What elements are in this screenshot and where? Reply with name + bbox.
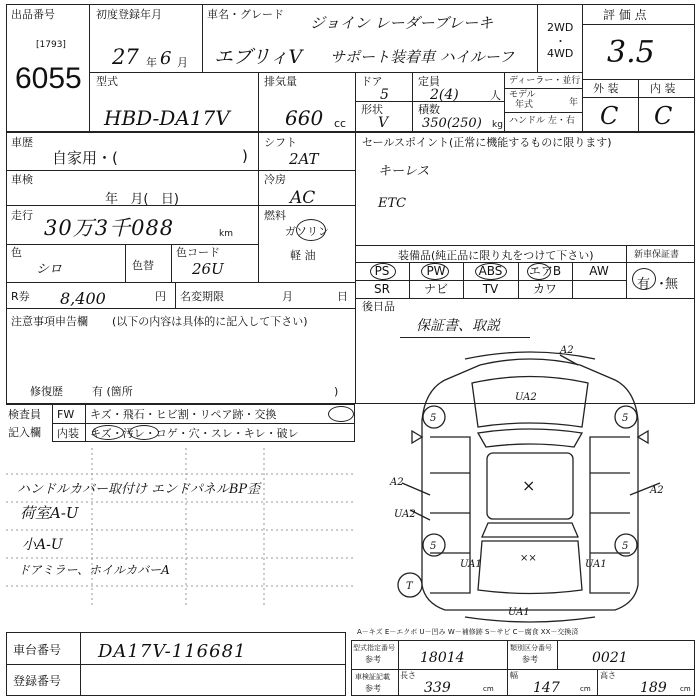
displacement-label: 排気量	[264, 75, 297, 88]
history-value: 自家用・(	[52, 149, 118, 167]
notes-grid	[6, 448, 355, 606]
first-reg-month-unit: 月	[177, 56, 188, 69]
width-cm: cm	[580, 685, 591, 693]
interior-ins-items: キズ・汚レ・コゲ・穴・スレ・キレ・破レ	[90, 427, 299, 440]
ac-value: AC	[290, 188, 316, 208]
color-change-label: 色替	[132, 259, 154, 272]
attachments-label: 後日品	[362, 300, 395, 313]
equip-navi: ナビ	[423, 282, 448, 296]
new-car-sep: ・	[655, 277, 669, 292]
interior-label: 内 装	[650, 82, 676, 95]
attachments-value: 保証書、取説	[416, 318, 500, 334]
width-label: 幅	[510, 671, 518, 680]
notes-hint: (以下の内容は具体的に記入して下さい)	[112, 315, 308, 328]
fuel-diesel: 軽 油	[290, 249, 316, 262]
length-label: 長さ	[400, 671, 416, 680]
equip-aw: AW	[589, 264, 609, 278]
equipment-header: 装備品(純正品に限り丸をつけて下さい)	[398, 249, 594, 262]
tire-rr: 5	[622, 541, 629, 552]
color-label: 色	[11, 246, 22, 259]
model-year-label2: 年式	[515, 100, 534, 110]
dealer-label: ディーラー・並行	[509, 76, 581, 86]
interior-circle-1	[92, 425, 124, 440]
first-reg-month: 6	[160, 48, 172, 69]
mark-top: A2	[560, 345, 574, 356]
score-label: 評 価 点	[603, 8, 647, 22]
lot-label: 出品番号	[11, 8, 55, 21]
interior-circle-2	[129, 425, 159, 440]
car-name-value: エブリィV	[214, 46, 303, 68]
first-reg-year: 27	[112, 45, 139, 69]
model-num-value: 18014	[420, 650, 465, 666]
mileage-unit: km	[219, 229, 233, 239]
model-label: 型式	[96, 75, 118, 88]
equip-airbag: エアB	[528, 264, 562, 278]
car-diagram	[360, 345, 695, 625]
shape-value: V	[378, 115, 389, 131]
tire-fr: 5	[622, 413, 629, 424]
shift-value: 2AT	[289, 150, 319, 168]
equip-tv: TV	[482, 282, 499, 296]
note-line-3: 小A-U	[22, 537, 63, 553]
equip-ps: PS	[374, 264, 390, 278]
equip-airbag-circle	[527, 263, 551, 280]
width-value: 147	[533, 680, 560, 696]
recycle-value: 8,400	[60, 289, 106, 308]
equip-pw: PW	[426, 264, 446, 278]
steering-label: ハンドル 左・右	[509, 116, 575, 126]
length-value: 339	[424, 680, 451, 696]
mark-left-side: A2	[390, 477, 404, 488]
mileage-label: 走行	[11, 209, 33, 222]
equip-abs-circle	[475, 263, 507, 280]
new-car-yes: 有	[637, 277, 651, 292]
drive-4wd: 4WD	[547, 47, 574, 60]
color-value: シロ	[36, 262, 63, 277]
mark-left-side2: UA2	[394, 509, 416, 520]
fw-items: キズ・飛石・ヒビ割・リペア跡・交換	[90, 408, 277, 421]
tire-rl: 5	[430, 541, 437, 552]
drive-2wd: 2WD	[547, 21, 574, 34]
interior-value: C	[654, 102, 673, 130]
mileage-value: 30万3千088	[44, 216, 175, 240]
fuel-gas-circle	[296, 219, 326, 241]
model-num-label2: 参考	[365, 655, 381, 664]
chassis-label: 車台番号	[13, 643, 62, 657]
spare-mark: T	[406, 581, 413, 592]
ac-label: 冷房	[264, 173, 286, 186]
car-name-label: 車名・グレード	[207, 8, 284, 21]
recycle-unit: 円	[155, 290, 166, 303]
repair-close: )	[334, 385, 339, 398]
fuel-label: 燃料	[264, 209, 286, 222]
note-line-4: ドアミラー、ホイルカバーA	[18, 563, 170, 577]
lot-number: 6055	[15, 62, 82, 95]
legend: A－キズ E－エクボ U－凹み W－補修跡 S－サビ C－腐食 XX－交換済	[357, 628, 579, 636]
history-label: 車歴	[11, 136, 33, 149]
recycle-label: R券	[11, 290, 30, 303]
repair-label: 修復歴	[30, 385, 63, 398]
note-line-2: 荷室A-U	[20, 504, 79, 522]
load-unit: kg	[492, 120, 503, 130]
inspection-value: 年 月( 日)	[105, 192, 179, 207]
new-car-yes-circle	[632, 268, 656, 290]
new-car-no: 無	[665, 277, 679, 292]
mark-roof: ×	[522, 476, 536, 495]
equip-leather: カワ	[532, 282, 557, 296]
repair-value: 有 (箇所	[92, 385, 133, 398]
interior-ins-label: 内装	[57, 427, 79, 440]
name-change-month: 月	[282, 290, 293, 303]
inspector-label2: 記入欄	[8, 426, 41, 439]
fuel-gas: ガソリン	[285, 225, 329, 238]
equip-ps-circle	[370, 263, 396, 280]
color-code-label: 色コード	[176, 246, 220, 259]
fw-circle	[328, 406, 354, 422]
displacement-unit: cc	[334, 117, 347, 130]
load-label: 積数	[418, 103, 440, 116]
mark-rear-left: UA1	[460, 559, 482, 570]
mark-right-side: A2	[650, 485, 664, 496]
length-cm: cm	[483, 685, 494, 693]
mark-hood: UA2	[515, 392, 537, 403]
height-cm: cm	[680, 685, 691, 693]
history-close: )	[242, 147, 248, 165]
displacement-value: 660	[285, 106, 324, 130]
inspector-label1: 検査員	[8, 408, 41, 421]
model-year-label1: モデル	[509, 90, 536, 100]
chassis-value: DA17V-116681	[98, 641, 247, 662]
equip-sr: SR	[374, 282, 390, 296]
reg-label: 登録番号	[13, 674, 62, 688]
capacity-unit: 人	[490, 89, 501, 102]
load-value: 350(250)	[422, 116, 482, 131]
class-num-label1: 類別区分番号	[510, 644, 552, 652]
doors-value: 5	[380, 87, 389, 103]
name-change-day: 日	[337, 290, 348, 303]
sales-points-label: セールスポイント(正常に機能するものに限ります)	[362, 136, 612, 149]
color-code-value: 26U	[192, 260, 224, 278]
equip-abs: ABS	[478, 264, 503, 278]
capacity-label: 定員	[418, 75, 440, 88]
sales-point-1: キーレス	[378, 164, 430, 179]
sales-point-2: ETC	[378, 196, 407, 211]
inspection-label: 車検	[11, 173, 33, 186]
first-reg-year-unit: 年	[146, 56, 157, 69]
exterior-label: 外 装	[593, 82, 619, 95]
first-reg-label: 初度登録年月	[96, 8, 162, 21]
notes-label: 注意事項申告欄	[11, 315, 88, 328]
grade-line2: サポート装着車 ハイルーフ	[330, 48, 515, 66]
shift-label: シフト	[264, 136, 297, 149]
class-num-label2: 参考	[522, 655, 538, 664]
score-value: 3.5	[607, 35, 655, 70]
tire-fl: 5	[430, 413, 437, 424]
size-label2: 参考	[365, 684, 381, 693]
height-value: 189	[640, 680, 667, 696]
capacity-value: 2(4)	[430, 87, 459, 103]
lot-sub: [1793]	[36, 40, 66, 50]
new-car-label: 新車保証書	[634, 250, 680, 260]
height-label: 高さ	[600, 671, 616, 680]
mark-rear-right: UA1	[585, 559, 607, 570]
exterior-value: C	[600, 102, 619, 130]
name-change-label: 名変期限	[180, 290, 224, 303]
grade-line1: ジョイン レーダーブレーキ	[310, 14, 494, 32]
size-label1: 車検証記載	[355, 673, 390, 681]
drive-dot: ・	[555, 35, 566, 48]
note-line-1: ハンドルカバー取付け エンドパネルBP歪	[17, 482, 261, 497]
mark-bottom: UA1	[508, 607, 530, 618]
model-year-unit: 年	[569, 98, 579, 108]
mark-rear-center: ××	[520, 553, 537, 564]
model-num-label1: 型式指定番号	[353, 644, 395, 652]
fw-label: FW	[57, 408, 75, 421]
doors-label: ドア	[361, 75, 383, 88]
equip-pw-circle	[421, 263, 449, 280]
model-value: HBD-DA17V	[104, 106, 230, 130]
shape-label: 形状	[361, 103, 383, 116]
class-num-value: 0021	[592, 650, 628, 666]
